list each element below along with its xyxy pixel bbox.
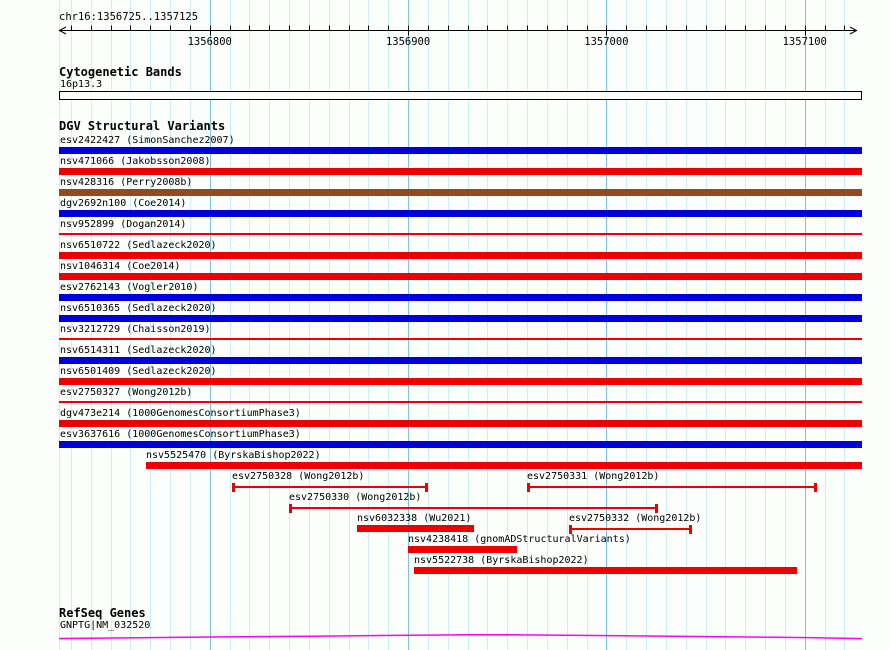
- variant-line-nsv3212729[interactable]: [59, 338, 862, 340]
- variant-range-right-cap-esv2750332[interactable]: [689, 525, 692, 534]
- variant-range-left-cap-esv2750332[interactable]: [569, 525, 572, 534]
- variant-bar-esv3637616[interactable]: [59, 441, 862, 448]
- refseq-gene-label: GNPTG|NM_032520: [60, 620, 151, 631]
- variant-bar-nsv6501409[interactable]: [59, 378, 862, 385]
- variant-label-esv2762143[interactable]: esv2762143 (Vogler2010): [60, 282, 199, 293]
- variant-label-esv2750331[interactable]: esv2750331 (Wong2012b): [527, 471, 660, 482]
- variant-bar-nsv6510365[interactable]: [59, 315, 862, 322]
- variant-label-nsv3212729[interactable]: nsv3212729 (Chaisson2019): [60, 324, 211, 335]
- ruler-tick-label: 1357000: [584, 36, 629, 48]
- variant-label-nsv1046314[interactable]: nsv1046314 (Coe2014): [60, 261, 181, 272]
- variant-label-nsv6510722[interactable]: nsv6510722 (Sedlazeck2020): [60, 240, 217, 251]
- variant-bar-nsv6032338[interactable]: [357, 525, 474, 532]
- cytoband-label: 16p13.3: [60, 79, 103, 90]
- variant-label-esv2750328[interactable]: esv2750328 (Wong2012b): [232, 471, 365, 482]
- variant-bar-dgv2692n100[interactable]: [59, 210, 862, 217]
- variant-bar-nsv471066[interactable]: [59, 168, 862, 175]
- variant-label-dgv2692n100[interactable]: dgv2692n100 (Coe2014): [60, 198, 187, 209]
- variant-label-nsv6514311[interactable]: nsv6514311 (Sedlazeck2020): [60, 345, 217, 356]
- cytoband-box: [60, 92, 862, 100]
- variant-label-esv2750332[interactable]: esv2750332 (Wong2012b): [569, 513, 702, 524]
- variant-bar-nsv5525470[interactable]: [146, 462, 862, 469]
- variant-bar-nsv4238418[interactable]: [408, 546, 517, 553]
- variant-range-left-cap-esv2750331[interactable]: [527, 483, 530, 492]
- variant-line-esv2750327[interactable]: [59, 401, 862, 403]
- variant-bar-esv2762143[interactable]: [59, 294, 862, 301]
- variant-label-nsv5522738[interactable]: nsv5522738 (ByrskaBishop2022): [414, 555, 589, 566]
- variant-label-nsv952899[interactable]: nsv952899 (Dogan2014): [60, 219, 187, 230]
- variant-range-left-cap-esv2750330[interactable]: [289, 504, 292, 513]
- variant-label-nsv5525470[interactable]: nsv5525470 (ByrskaBishop2022): [146, 450, 321, 461]
- variant-label-esv2422427[interactable]: esv2422427 (SimonSanchez2007): [60, 135, 235, 146]
- region-label: chr16:1356725..1357125: [59, 11, 199, 23]
- variant-range-right-cap-esv2750330[interactable]: [655, 504, 658, 513]
- variant-range-line-esv2750330[interactable]: [289, 507, 658, 509]
- variant-bar-esv2422427[interactable]: [59, 147, 862, 154]
- variant-label-esv2750327[interactable]: esv2750327 (Wong2012b): [60, 387, 193, 398]
- variant-bar-nsv5522738[interactable]: [414, 567, 797, 574]
- variant-label-nsv6510365[interactable]: nsv6510365 (Sedlazeck2020): [60, 303, 217, 314]
- variant-bar-nsv6510722[interactable]: [59, 252, 862, 259]
- variant-label-nsv428316[interactable]: nsv428316 (Perry2008b): [60, 177, 193, 188]
- variant-label-esv2750330[interactable]: esv2750330 (Wong2012b): [289, 492, 422, 503]
- variant-range-line-esv2750332[interactable]: [569, 528, 692, 530]
- variant-range-line-esv2750328[interactable]: [232, 486, 428, 488]
- variant-bar-nsv6514311[interactable]: [59, 357, 862, 364]
- variant-label-esv3637616[interactable]: esv3637616 (1000GenomesConsortiumPhase3): [60, 429, 301, 440]
- variant-label-nsv471066[interactable]: nsv471066 (Jakobsson2008): [60, 156, 211, 167]
- variant-range-line-esv2750331[interactable]: [527, 486, 817, 488]
- section-title-dgv-structural-variants: DGV Structural Variants: [59, 119, 226, 133]
- section-title-cytogenetic-bands: Cytogenetic Bands: [59, 65, 182, 79]
- section-title-refseq-genes: RefSeq Genes: [59, 606, 146, 620]
- ruler-tick-label: 1356800: [187, 36, 232, 48]
- variant-range-right-cap-esv2750331[interactable]: [814, 483, 817, 492]
- variant-range-left-cap-esv2750328[interactable]: [232, 483, 235, 492]
- ruler-tick-label: 1356900: [385, 36, 431, 48]
- variant-bar-nsv1046314[interactable]: [59, 273, 862, 280]
- variant-label-nsv6501409[interactable]: nsv6501409 (Sedlazeck2020): [60, 366, 217, 377]
- variant-label-dgv473e214[interactable]: dgv473e214 (1000GenomesConsortiumPhase3): [60, 408, 301, 419]
- variant-bar-nsv428316[interactable]: [59, 189, 862, 196]
- refseq-gene-line: [59, 635, 862, 639]
- variant-line-nsv952899[interactable]: [59, 233, 862, 235]
- variant-label-nsv4238418[interactable]: nsv4238418 (gnomADStructuralVariants): [408, 534, 631, 545]
- variant-range-right-cap-esv2750328[interactable]: [425, 483, 428, 492]
- variant-bar-dgv473e214[interactable]: [59, 420, 862, 427]
- variant-label-nsv6032338[interactable]: nsv6032338 (Wu2021): [357, 513, 472, 524]
- ruler-tick-label: 1357100: [782, 36, 827, 48]
